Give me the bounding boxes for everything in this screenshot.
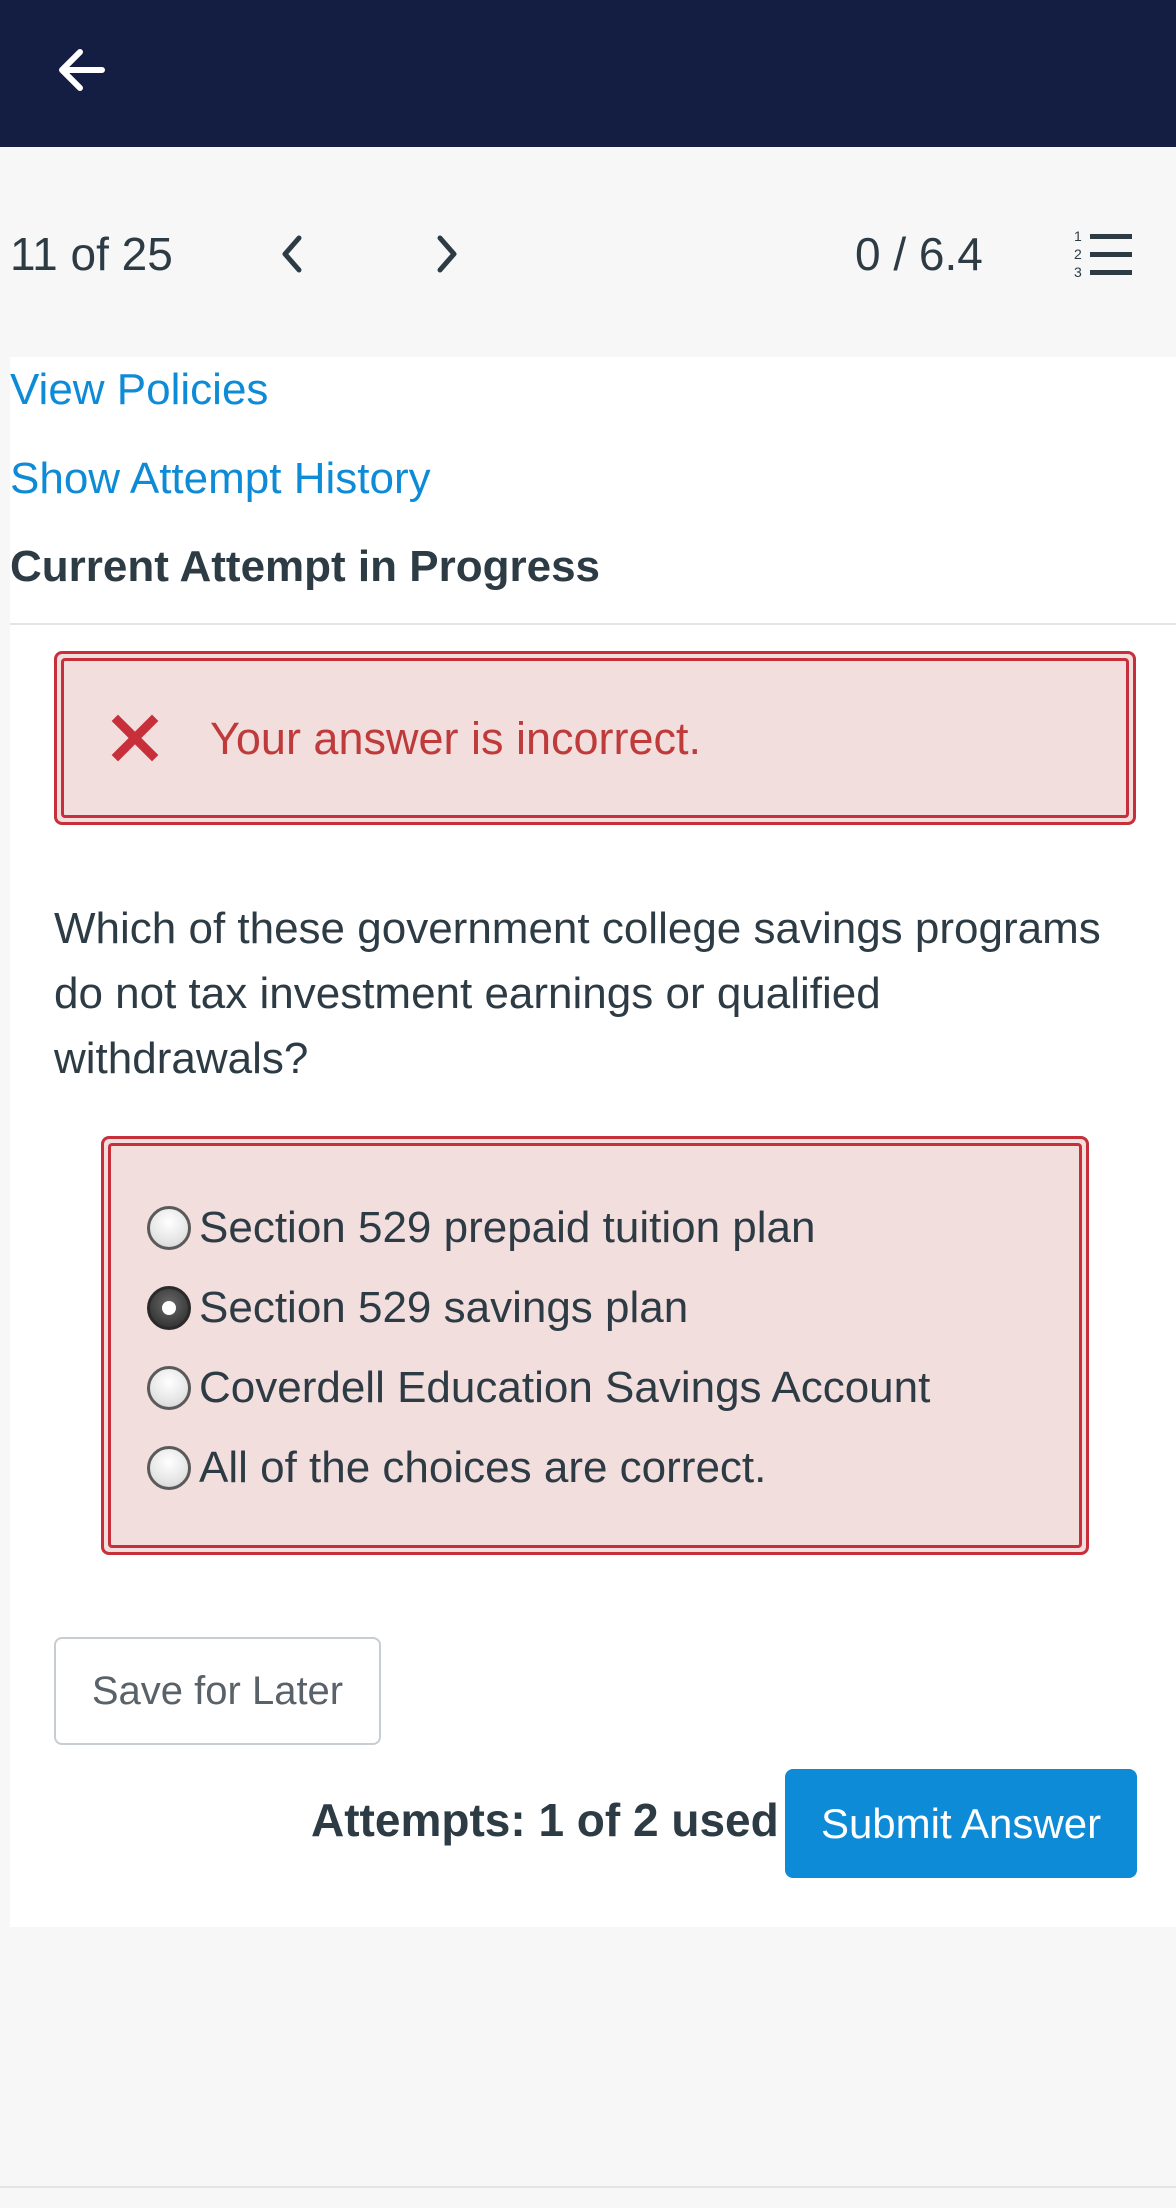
arrow-left-icon (54, 42, 110, 98)
question-nav-row (0, 147, 1176, 357)
svg-text:2: 2 (1074, 246, 1082, 262)
feedback-alert (54, 651, 1136, 825)
back-button[interactable] (44, 32, 120, 108)
show-attempt-history-link[interactable]: Show Attempt History (10, 454, 431, 503)
score-display: 0 / 6.4 (855, 228, 983, 280)
answer-option-label: All of the choices are correct. (199, 1443, 767, 1492)
x-mark-icon (110, 713, 160, 763)
chevron-right-icon (432, 234, 462, 274)
answer-option-3[interactable] (147, 1358, 930, 1418)
answer-option-label: Section 529 prepaid tuition plan (199, 1203, 816, 1252)
answer-option-2[interactable] (147, 1278, 688, 1338)
divider (10, 623, 1176, 625)
svg-text:1: 1 (1074, 228, 1082, 244)
answer-option-label: Coverdell Education Savings Account (199, 1363, 931, 1412)
answer-option-1[interactable] (147, 1198, 815, 1258)
top-app-bar (0, 0, 1176, 147)
previous-question-button[interactable] (262, 224, 322, 284)
view-policies-link[interactable]: View Policies (10, 365, 269, 414)
question-text: Which of these government college savings programs do not tax investment earnings or qualified withdrawals? (54, 904, 1101, 1083)
bottom-divider (0, 2186, 1176, 2188)
question-list-button[interactable] (1072, 224, 1142, 284)
next-question-button[interactable] (417, 224, 477, 284)
submit-answer-button[interactable]: Submit Answer (785, 1769, 1137, 1878)
feedback-message: Your answer is incorrect. (210, 713, 702, 764)
question-counter: 11 of 25 (10, 228, 173, 280)
answer-option-label: Section 529 savings plan (199, 1283, 689, 1332)
chevron-left-icon (277, 234, 307, 274)
svg-text:3: 3 (1074, 264, 1082, 280)
save-for-later-button[interactable]: Save for Later (54, 1637, 381, 1745)
answer-option-4[interactable] (147, 1438, 766, 1498)
radio-button-selected[interactable] (147, 1286, 191, 1330)
answer-options (101, 1136, 1089, 1555)
radio-button[interactable] (147, 1206, 191, 1250)
section-heading: Current Attempt in Progress (10, 542, 601, 591)
radio-button[interactable] (147, 1366, 191, 1410)
numbered-list-icon (1072, 224, 1142, 284)
attempts-counter: Attempts: 1 of 2 used (311, 1794, 779, 1846)
radio-button[interactable] (147, 1446, 191, 1490)
